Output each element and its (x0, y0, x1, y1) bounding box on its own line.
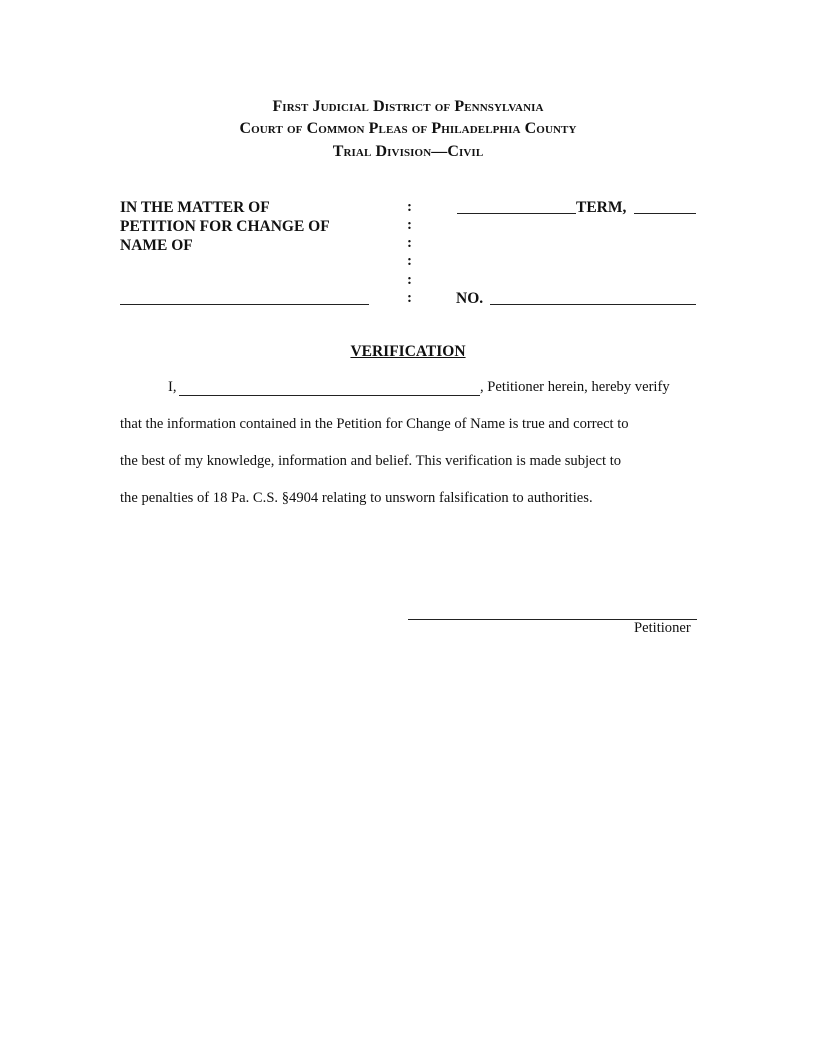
term-label: TERM, (576, 199, 627, 216)
court-name-heading: Court of Common Pleas of Philadelphia County (239, 120, 577, 137)
declarant-name-blank[interactable] (179, 395, 480, 396)
caption-colon: : (407, 272, 412, 288)
verification-title: VERIFICATION (350, 343, 466, 360)
signature-label: Petitioner (634, 620, 691, 636)
verification-line4: the penalties of 18 Pa. C.S. §4904 relating to unsworn falsification to authorities. (120, 490, 593, 506)
caption-matter-line2: PETITION FOR CHANGE OF (120, 218, 330, 235)
caption-colon: : (407, 199, 412, 215)
caption-colon: : (407, 217, 412, 233)
verification-line1-suffix: , Petitioner herein, hereby verify (480, 379, 670, 395)
term-month-blank[interactable] (457, 213, 576, 214)
caption-colon: : (407, 290, 412, 306)
verification-line1-prefix: I, (168, 379, 177, 395)
term-year-blank[interactable] (634, 213, 696, 214)
case-number-blank[interactable] (490, 304, 696, 305)
caption-colon: : (407, 253, 412, 269)
number-label: NO. (456, 290, 484, 307)
caption-matter-line1: IN THE MATTER OF (120, 199, 270, 216)
caption-matter-line3: NAME OF (120, 237, 193, 254)
petitioner-name-blank[interactable] (120, 304, 369, 305)
court-district-heading: First Judicial District of Pennsylvania (272, 98, 544, 115)
caption-colon: : (407, 235, 412, 251)
verification-line2: that the information contained in the Petition for Change of Name is true and correct to (120, 416, 629, 432)
division-heading: Trial Division—Civil (332, 143, 484, 160)
verification-line3: the best of my knowledge, information and belief. This verification is made subject to (120, 453, 622, 469)
